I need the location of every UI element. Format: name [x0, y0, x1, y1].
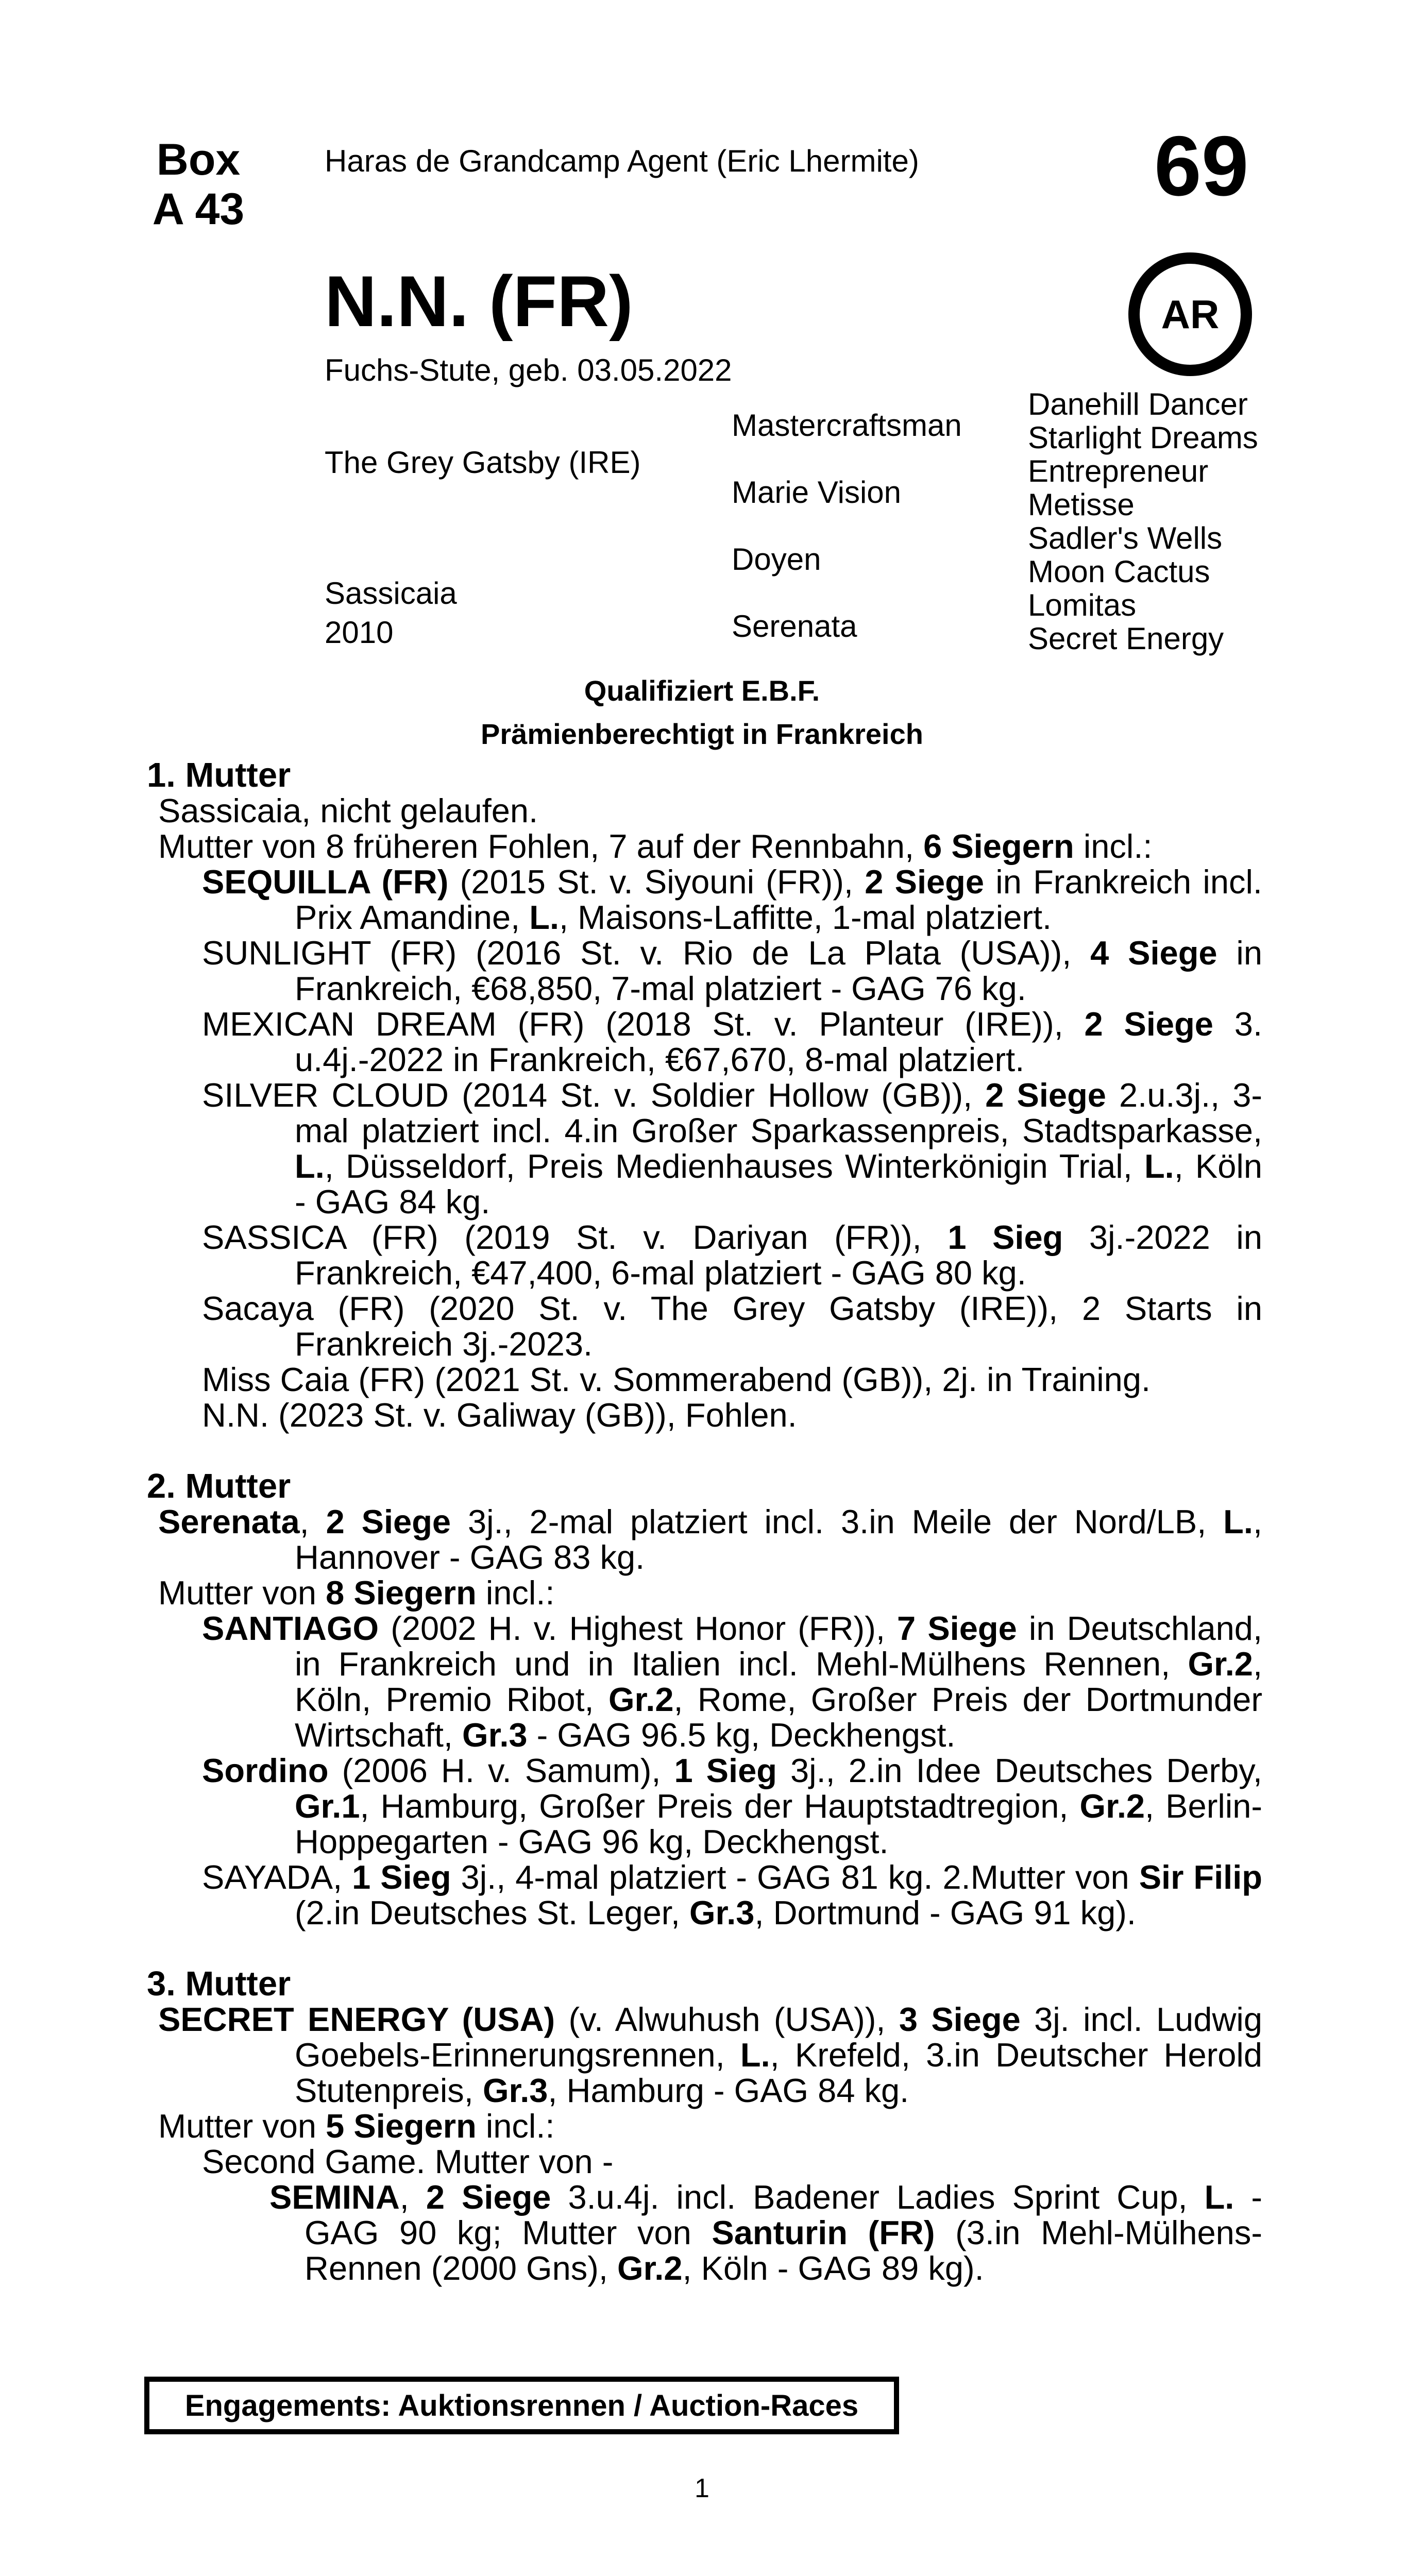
pedigree-gen3-item: Metisse — [1028, 487, 1135, 522]
page-number: 1 — [695, 2473, 709, 2503]
pedigree-dam-year: 2010 — [325, 615, 394, 650]
box-line1: Box — [156, 135, 241, 184]
produce-entry: SEMINA, 2 Siege 3.u.4j. incl. Badener Ladies Sprint Cup, L. - GAG 90 kg; Mutter von Santurin (FR) (3.in Mehl-Mülhens-Rennen (2000 Gns), Gr.2, Köln - GAG 89 kg). — [269, 2178, 1263, 2287]
pedigree-gen3-item: Danehill Dancer — [1028, 387, 1248, 421]
section-heading-mutter3: 3. Mutter — [147, 1964, 291, 2003]
section-heading-mutter1: 1. Mutter — [147, 756, 291, 794]
pedigree-dam: Sassicaia — [325, 576, 457, 611]
produce-entry: Sacaya (FR) (2020 St. v. The Grey Gatsby (IRE)), 2 Starts in Frankreich 3j.-2023. — [202, 1290, 1262, 1363]
box-label — [119, 135, 278, 234]
produce-entry: Miss Caia (FR) (2021 St. v. Sommerabend (GB)), 2j. in Training. — [202, 1361, 1151, 1398]
box-line2: A 43 — [152, 184, 245, 234]
pedigree-gen2-item: Doyen — [732, 542, 821, 577]
third-dam-produce-summary: Mutter von 5 Siegern incl.: — [158, 2107, 555, 2145]
second-dam-produce-summary: Mutter von 8 Siegern incl.: — [158, 1574, 555, 1612]
dam-summary: Sassicaia, nicht gelaufen. — [158, 792, 538, 829]
qualification-premium: Prämienberechtigt in Frankreich — [481, 718, 923, 750]
section-heading-mutter2: 2. Mutter — [147, 1467, 291, 1505]
produce-entry: N.N. (2023 St. v. Galiway (GB)), Fohlen. — [202, 1396, 797, 1434]
pedigree-gen3-item: Sadler's Wells — [1028, 521, 1223, 555]
engagements-label: Engagements: Auktionsrennen / Auction-Races — [184, 2388, 859, 2422]
horse-name: N.N. (FR) — [325, 261, 633, 342]
pedigree-gen3-item: Lomitas — [1028, 588, 1137, 622]
family-text — [147, 757, 1262, 2286]
produce-entry: MEXICAN DREAM (FR) (2018 St. v. Planteur (IRE)), 2 Siege 3. u.4j.-2022 in Frankreich, €67,670, 8-mal platziert. — [202, 1005, 1263, 1078]
pedigree-gen2-item: Marie Vision — [732, 475, 902, 510]
produce-entry: SEQUILLA (FR) (2015 St. v. Siyouni (FR)), 2 Siege in Frankreich incl. Prix Amandine, L., Maisons-Laffitte, 1-mal platziert. — [202, 863, 1262, 936]
dam-produce-summary: Mutter von 8 früheren Fohlen, 7 auf der Rennbahn, 6 Siegern incl.: — [158, 827, 1153, 865]
qualification-ebf: Qualifiziert E.B.F. — [584, 674, 820, 707]
pedigree-gen3-item: Secret Energy — [1028, 621, 1224, 656]
second-dam-entry: Serenata, 2 Siege 3j., 2-mal platziert incl. 3.in Meile der Nord/LB, L., Hannover - GAG 83 kg. — [158, 1503, 1262, 1576]
pedigree-gen2-item: Mastercraftsman — [732, 408, 962, 443]
produce-entry: SILVER CLOUD (2014 St. v. Soldier Hollow (GB)), 2 Siege 2.u.3j., 3-mal platziert incl. 4.in Großer Sparkassenpreis, Stadtsparkasse, L., Düsseldorf, Preis Medienhauses Winterkönigin Trial, L., Köln - GAG 84 kg. — [202, 1076, 1263, 1221]
produce-entry: SAYADA, 1 Sieg 3j., 4-mal platziert - GAG 81 kg. 2.Mutter von Sir Filip (2.in Deutsches St. Leger, Gr.3, Dortmund - GAG 91 kg). — [202, 1858, 1262, 1931]
pedigree-sire: The Grey Gatsby (IRE) — [325, 445, 641, 480]
produce-entry: SUNLIGHT (FR) (2016 St. v. Rio de La Plata (USA)), 4 Siege in Frankreich, €68,850, 7-mal platziert - GAG 76 kg. — [202, 934, 1262, 1007]
lot-number: 69 — [1154, 118, 1249, 213]
ar-badge-label: AR — [1161, 291, 1220, 337]
produce-entry: Sordino (2006 H. v. Samum), 1 Sieg 3j., 2.in Idee Deutsches Derby, Gr.1, Hamburg, Großer Preis der Hauptstadtregion, Gr.2, Berlin-Hoppegarten - GAG 96 kg, Deckhengst. — [202, 1752, 1263, 1860]
engagements-box — [144, 2377, 899, 2434]
horse-description: Fuchs-Stute, geb. 03.05.2022 — [325, 353, 732, 387]
pedigree-gen3-item: Starlight Dreams — [1028, 420, 1258, 455]
pedigree-gen2-item: Serenata — [732, 609, 857, 643]
pedigree-gen3-item: Entrepreneur — [1028, 454, 1209, 488]
third-dam-entry: SECRET ENERGY (USA) (v. Alwuhush (USA)), 3 Siege 3j. incl. Ludwig Goebels-Erinnerungsrennen, L., Krefeld, 3.in Deutscher Herold Stutenpreis, Gr.3, Hamburg - GAG 84 kg. — [158, 2001, 1263, 2109]
pedigree-gen3 — [1028, 387, 1258, 655]
pedigree-gen3-item: Moon Cactus — [1028, 554, 1210, 589]
produce-entry: SANTIAGO (2002 H. v. Highest Honor (FR)), 7 Siege in Deutschland, in Frankreich und in Italien incl. Mehl-Mülhens Rennen, Gr.2, Köln, Premio Ribot, Gr.2, Rome, Großer Preis der Dortmunder Wirtschaft, Gr.3 - GAG 96.5 kg, Deckhengst. — [202, 1609, 1263, 1754]
ar-badge — [1128, 252, 1252, 376]
produce-sub-entry: Second Game. Mutter von - — [202, 2143, 614, 2180]
consignor: Haras de Grandcamp Agent (Eric Lhermite) — [325, 144, 919, 178]
produce-entry: SASSICA (FR) (2019 St. v. Dariyan (FR)), 1 Sieg 3j.-2022 in Frankreich, €47,400, 6-mal platziert - GAG 80 kg. — [202, 1218, 1262, 1292]
